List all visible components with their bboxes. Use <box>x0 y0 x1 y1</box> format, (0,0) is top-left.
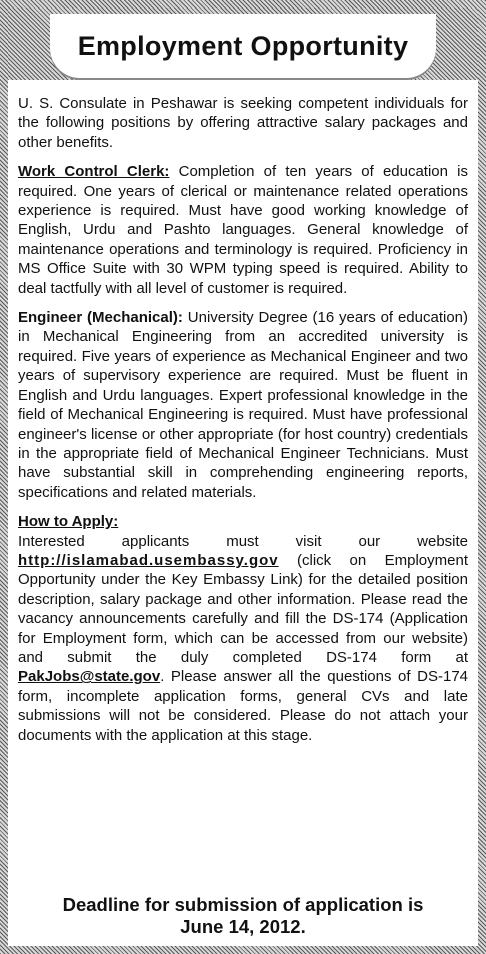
page-title: Employment Opportunity <box>77 30 409 61</box>
intro-paragraph: U. S. Consulate in Peshawar is seeking competent individuals for the following positions by offering attractive salary packages and other benefits. <box>18 95 468 151</box>
title-band <box>8 8 478 80</box>
position-heading: Work Control Clerk: <box>18 163 170 181</box>
deadline-notice <box>8 894 478 938</box>
ad-body <box>18 94 468 755</box>
position-heading: Engineer (Mechanical): <box>18 309 183 327</box>
position-description: Completion of ten years of education is required. One years of clerical or maintenance related operations experience is required. Must have good working knowledge of English, Urdu and Pashto languages. General knowledge of maintenance operations and terminology is required. Proficiency in MS Office Suite with 30 WPM typing speed is required. Ability to deal tactfully with all level of customer is required. <box>18 163 469 297</box>
position-description: University Degree (16 years of education) in Mechanical Engineering from an accredited university is required. Five years of experience as Mechanical Engineer and two years of supervisory experience are required. Must be fluent in English and Urdu languages. Expert professional knowledge in the field of Mechanical Engineering is required. Must have professional engineer's license or other appropriate (for host country) credentials in the appropriate field of Mechanical Engineer Technicians. Must have substantial skill in comprehending engineering reports, specifications and related materials. <box>18 309 469 501</box>
email-link[interactable]: PakJobs@state.gov <box>18 668 161 686</box>
website-link[interactable]: http://islamabad.usembassy.gov <box>18 551 279 569</box>
how-to-apply-paragraph <box>18 532 468 745</box>
position-engineer-mechanical <box>18 308 468 502</box>
how-to-apply-heading <box>18 512 468 531</box>
deadline-line-1: Deadline for submission of application is <box>62 894 424 915</box>
position-work-control-clerk <box>18 162 468 298</box>
deadline-line-2: June 14, 2012. <box>180 916 306 937</box>
ad-panel <box>8 8 478 946</box>
apply-text-2: (click on Employment Opportunity under the Key Embassy Link) for the detailed position description, salary package and other information. Please read the vacancy announcements carefully and fill the DS-174 (Application for Employment form, which can be accessed from our website) and submit the duly completed DS-174 form at <box>18 551 468 666</box>
apply-heading: How to Apply: <box>18 513 119 531</box>
apply-text-3: . Please answer all the questions of DS-174 form, incomplete application forms, general CVs and late submissions will not be considered. Please do not attach your documents with the application at this stage. <box>18 668 468 744</box>
title-banner <box>50 14 436 78</box>
apply-text-1: Interested applicants must visit our website <box>18 532 468 550</box>
